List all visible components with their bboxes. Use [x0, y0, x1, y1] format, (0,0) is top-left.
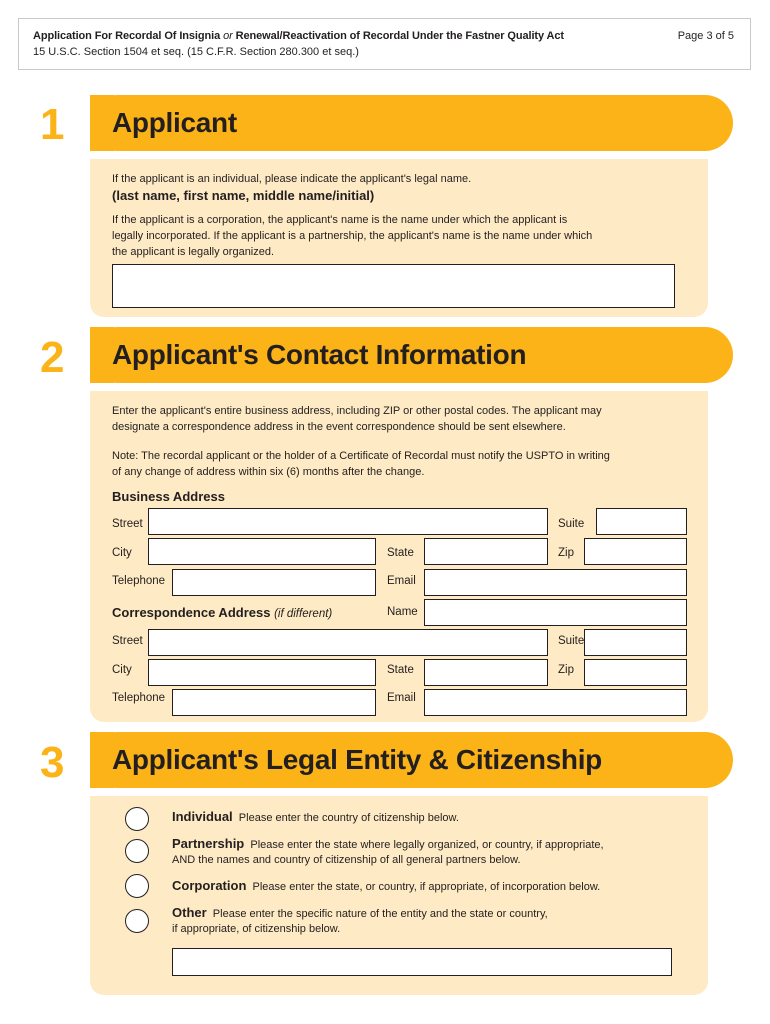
correspondence-city-input[interactable]	[148, 659, 376, 686]
correspondence-suite-label: Suite	[558, 635, 585, 647]
section-3-number: 3	[40, 738, 65, 787]
section-3-title: Applicant's Legal Entity & Citizenship	[112, 744, 602, 775]
correspondence-street-input[interactable]	[148, 629, 548, 656]
page-number: Page 3 of 5	[677, 30, 734, 42]
entity-other-desc-2: if appropriate, of citizenship below.	[172, 923, 341, 935]
entity-corporation-option: Corporation Please enter the state, or country, if appropriate, of incorporation below.	[172, 878, 601, 893]
business-telephone-input[interactable]	[172, 569, 376, 596]
business-suite-input[interactable]	[596, 508, 687, 535]
business-telephone-label: Telephone	[112, 575, 166, 587]
section-1-number: 1	[40, 100, 65, 149]
form-title: Application For Recordal Of Insignia or Renewal/Reactivation of Recordal Under the Fastner Quality Act	[33, 30, 564, 42]
entity-individual-option: Individual Please enter the country of citizenship below.	[172, 809, 459, 824]
business-street-input[interactable]	[148, 508, 548, 535]
correspondence-state-input[interactable]	[424, 659, 548, 686]
correspondence-telephone-input[interactable]	[172, 689, 376, 716]
entity-corporation-radio[interactable]	[125, 874, 149, 898]
section-2-number: 2	[40, 333, 65, 382]
section-2-title: Applicant's Contact Information	[112, 339, 527, 370]
section-1-intro: If the applicant is an individual, please indicate the applicant's legal name.	[112, 173, 472, 185]
business-state-label: State	[387, 547, 414, 559]
business-state-input[interactable]	[424, 538, 548, 565]
correspondence-name-label: Name	[387, 606, 418, 618]
correspondence-state-label: State	[387, 664, 414, 676]
entity-individual-radio[interactable]	[125, 807, 149, 831]
section-2-note-2: of any change of address within six (6) months after the change.	[112, 466, 425, 478]
business-zip-input[interactable]	[584, 538, 687, 565]
section-1-bar-edge	[90, 95, 114, 151]
correspondence-street-label: Street	[112, 635, 143, 647]
business-street-label: Street	[112, 518, 143, 530]
entity-partnership-radio[interactable]	[125, 839, 149, 863]
correspondence-email-label: Email	[387, 692, 416, 704]
form-subtitle: 15 U.S.C. Section 1504 et seq. (15 C.F.R. Section 280.300 et seq.)	[33, 46, 359, 58]
form-header	[18, 18, 751, 70]
business-zip-label: Zip	[558, 547, 574, 559]
section-2-bar-edge	[90, 327, 114, 383]
business-city-label: City	[112, 547, 132, 559]
applicant-name-input[interactable]	[112, 264, 675, 308]
section-2-intro-1: Enter the applicant's entire business address, including ZIP or other postal codes. The applicant may	[112, 405, 602, 417]
business-city-input[interactable]	[148, 538, 376, 565]
correspondence-zip-label: Zip	[558, 664, 574, 676]
business-suite-label: Suite	[558, 518, 585, 530]
entity-partnership-desc-2: AND the names and country of citizenship of all general partners below.	[172, 854, 521, 866]
correspondence-zip-input[interactable]	[584, 659, 687, 686]
section-3-bar-edge	[90, 732, 114, 788]
section-2-note-1: Note: The recordal applicant or the holder of a Certificate of Recordal must notify the USPTO in writing	[112, 450, 610, 462]
section-1-corp-note-2: legally incorporated. If the applicant is a partnership, the applicant's name is the name under which	[112, 230, 593, 242]
entity-other-radio[interactable]	[125, 909, 149, 933]
business-address-header: Business Address	[112, 489, 225, 504]
business-email-label: Email	[387, 575, 416, 587]
correspondence-name-input[interactable]	[424, 599, 687, 626]
section-1-name-format: (last name, first name, middle name/initial)	[112, 188, 375, 203]
entity-other-option: Other Please enter the specific nature of the entity and the state or country,	[172, 905, 548, 920]
entity-details-input[interactable]	[172, 948, 672, 976]
correspondence-email-input[interactable]	[424, 689, 687, 716]
correspondence-telephone-label: Telephone	[112, 692, 166, 704]
section-2-intro-2: designate a correspondence address in the event correspondence should be sent elsewhere.	[112, 421, 566, 433]
correspondence-suite-input[interactable]	[584, 629, 687, 656]
section-1-corp-note-3: the applicant is legally organized.	[112, 246, 275, 258]
section-1-title: Applicant	[112, 107, 237, 138]
section-1-corp-note-1: If the applicant is a corporation, the applicant's name is the name under which the applicant is	[112, 214, 568, 226]
business-email-input[interactable]	[424, 569, 687, 596]
correspondence-city-label: City	[112, 664, 132, 676]
correspondence-address-header: Correspondence Address (if different)	[112, 605, 333, 620]
entity-partnership-option: Partnership Please enter the state where legally organized, or country, if appropriate,	[172, 836, 604, 851]
